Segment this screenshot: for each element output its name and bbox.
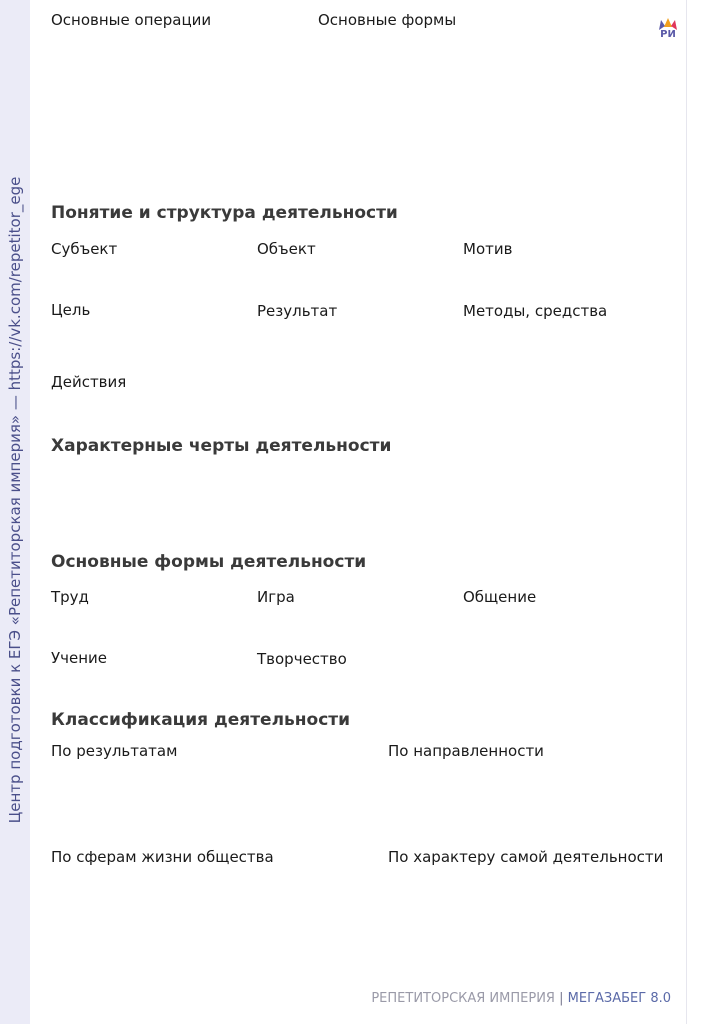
footer-brand: РЕПЕТИТОРСКАЯ ИМПЕРИЯ: [371, 991, 555, 1006]
brand-logo: [655, 16, 681, 46]
form-labor: Труд: [51, 588, 89, 606]
heading-classification: Классификация деятельности: [51, 710, 351, 730]
item-motive: Мотив: [463, 240, 513, 258]
form-communication: Общение: [463, 588, 537, 606]
sidebar: [0, 0, 30, 1024]
heading-forms: Основные формы деятельности: [51, 552, 367, 572]
item-actions: Действия: [51, 373, 127, 391]
form-creativity: Творчество: [257, 650, 347, 668]
heading-structure: Понятие и структура деятельности: [51, 203, 398, 223]
item-result: Результат: [257, 302, 338, 320]
footer-event: МЕГАЗАБЕГ 8.0: [567, 991, 671, 1006]
form-play: Игра: [257, 588, 295, 606]
footer-separator: |: [559, 991, 564, 1006]
form-learning: Учение: [51, 649, 108, 667]
class-by-character: По характеру самой деятельности: [388, 848, 664, 866]
item-subject: Субъект: [51, 240, 118, 258]
top-col-forms: Основные формы: [318, 11, 457, 29]
class-by-spheres: По сферам жизни общества: [51, 848, 274, 866]
sidebar-caption: Центр подготовки к ЕГЭ «Репетиторская империя» — https://vk.com/repetitor_ege: [6, 176, 24, 824]
logo-text: РИ: [660, 29, 676, 40]
item-goal: Цель: [51, 301, 91, 319]
item-methods: Методы, средства: [463, 302, 608, 320]
class-by-results: По результатам: [51, 742, 178, 760]
item-object: Объект: [257, 240, 316, 258]
right-divider: [686, 0, 687, 1024]
class-by-direction: По направленности: [388, 742, 544, 760]
top-col-operations: Основные операции: [51, 11, 212, 29]
footer: [371, 991, 671, 1006]
heading-features: Характерные черты деятельности: [51, 436, 392, 456]
